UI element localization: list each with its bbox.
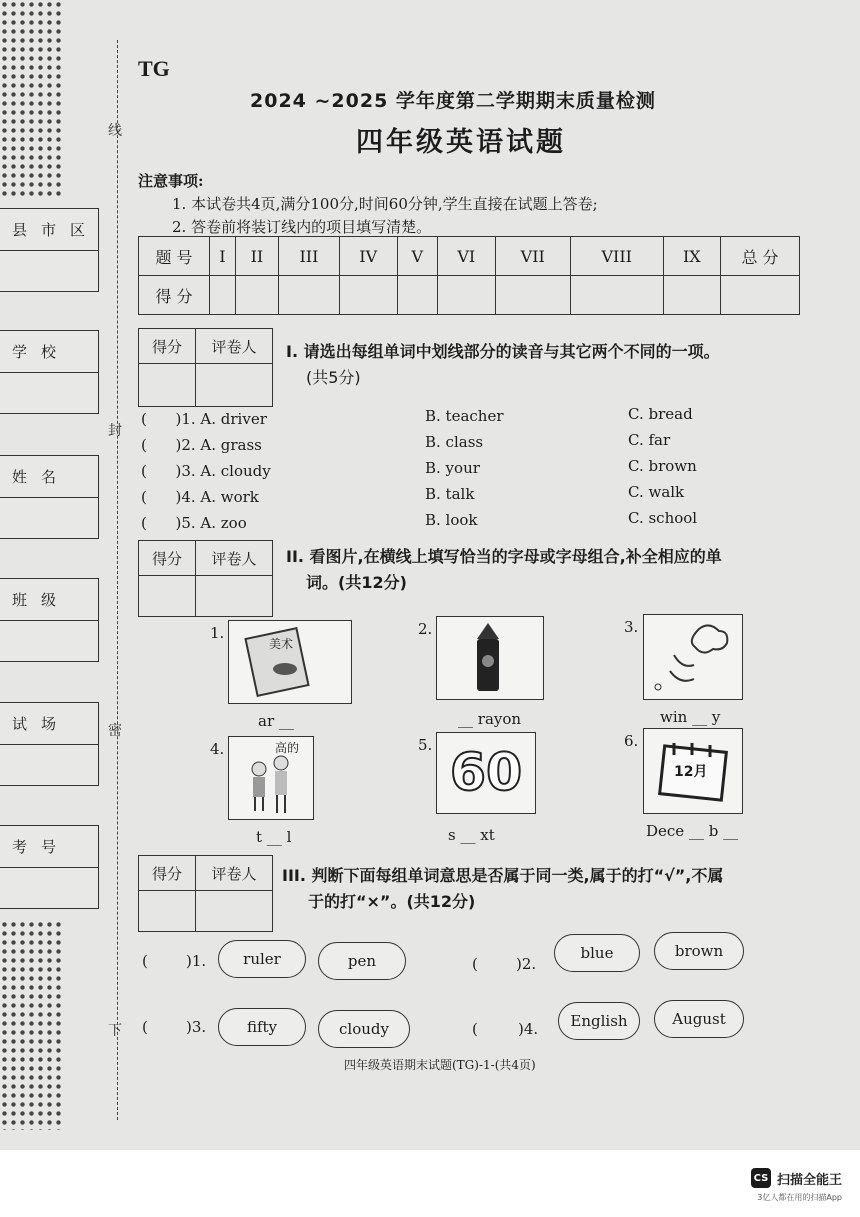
perforation-dots-bottom [0,920,62,1130]
score-col-4: IV [339,237,397,276]
grader-score-label: 得分 [139,541,196,576]
judge-blank[interactable]: ( [472,955,478,973]
question-option-a: )1. A. driver [175,410,267,428]
score-col-5: V [397,237,437,276]
side-field-exam-number: 考号 [0,825,99,909]
question-option-b: B. talk [425,485,475,503]
score-col-6: VI [437,237,495,276]
question-row [141,488,259,506]
picture-item-number: 1. [210,624,225,642]
question-option-b: B. teacher [425,407,504,425]
question-option-b: B. class [425,433,484,451]
question-option-c: C. far [628,431,671,449]
side-field-county: 县市区 [0,208,99,292]
score-cell[interactable] [721,276,800,315]
grader-score-cell[interactable] [139,364,196,407]
picture-item-number: 3. [624,618,639,636]
picture-item-word: __ rayon [458,710,522,728]
score-cell[interactable] [495,276,570,315]
section-2-title: II. 看图片,在横线上填写恰当的字母或字母组合,补全相应的单 [286,547,722,566]
score-cell[interactable] [210,276,236,315]
wind-cloud-icon [644,615,742,699]
picture-item-word: t __ l [256,828,292,846]
word-cloud: English [558,1002,640,1040]
grader-reviewer-cell[interactable] [196,364,273,407]
grader-score-label: 得分 [139,329,196,364]
answer-blank[interactable]: ( [141,488,176,506]
question-option-b: B. look [425,511,478,529]
section-3-title-cont: 于的打“×”。(共12分) [308,892,476,911]
question-option-c: C. bread [628,405,693,423]
camscanner-logo-icon: CS [751,1168,771,1188]
judge-number: )4. [518,1020,539,1038]
binding-line [117,40,118,1120]
side-field-class: 班级 [0,578,99,662]
notes-item-1: 1. 本试卷共4页,满分100分,时间60分钟,学生直接在试题上答卷; [172,195,598,213]
paper-code: TG [138,56,170,81]
word-cloud: blue [554,934,640,972]
question-option-a: )3. A. cloudy [175,462,271,480]
word-cloud: cloudy [318,1010,410,1048]
question-option-a: )2. A. grass [175,436,262,454]
grader-box-3 [138,855,273,932]
notes-item-2: 2. 答卷前将装订线内的项目填写清楚。 [172,218,432,236]
binding-char-xia: 下 [108,1023,122,1039]
score-col-8: VIII [570,237,663,276]
binding-char-feng: 封 [108,423,122,439]
score-col-3: III [279,237,340,276]
picture-item-number: 6. [624,732,639,750]
answer-blank[interactable]: ( [141,410,176,428]
grader-score-cell[interactable] [139,891,196,932]
picture-windy [643,614,743,700]
score-table-score-row [139,276,800,315]
section-2-title-cont: 词。(共12分) [306,573,407,592]
word-cloud: fifty [218,1008,306,1046]
question-option-a: )4. A. work [175,488,259,506]
picture-tall [228,736,314,820]
score-col-1: I [210,237,236,276]
picture-crayon [436,616,544,700]
picture-item-word: Dece __ b __ [646,822,739,840]
scanner-app-name: 扫描全能王 [776,1172,842,1188]
side-field-school: 学校 [0,330,99,414]
score-col-total: 总 分 [721,237,800,276]
score-table-row-label: 得 分 [139,276,210,315]
art-book-icon [229,621,351,703]
score-cell[interactable] [339,276,397,315]
question-option-c: C. school [628,509,698,527]
page-footer: 四年级英语期末试题(TG)-1-(共4页) [344,1058,536,1072]
score-cell[interactable] [437,276,495,315]
sixty-number: 60 [449,743,523,803]
picture-art-book [228,620,352,704]
question-option-a: )5. A. zoo [175,514,247,532]
word-cloud: August [654,1000,744,1038]
grader-reviewer-label: 评卷人 [196,329,273,364]
exam-title: 2024 ~2025 学年度第二学期期末质量检测 [250,90,656,112]
question-row [141,462,271,480]
word-cloud: brown [654,932,744,970]
picture-item-number: 5. [418,736,433,754]
judge-blank[interactable]: ( [472,1020,478,1038]
binding-char-mi: 密 [108,723,122,739]
question-option-b: B. your [425,459,480,477]
tall-children-icon [229,737,313,819]
answer-blank[interactable]: ( [141,436,176,454]
crayon-icon [437,617,543,699]
grader-score-cell[interactable] [139,576,196,617]
question-option-c: C. walk [628,483,685,501]
section-3-title: III. 判断下面每组单词意思是否属于同一类,属于的打“√”,不属 [282,866,724,885]
score-table [138,236,800,315]
scanner-footer [0,1150,860,1217]
section-1-title: I. 请选出每组单词中划线部分的读音与其它两个不同的一项。 [286,342,720,361]
grader-reviewer-cell[interactable] [196,891,273,932]
picture-item-number: 2. [418,620,433,638]
perforation-dots-top [0,0,62,200]
judge-blank[interactable]: ( [142,952,148,970]
side-field-room: 试场 [0,702,99,786]
side-field-name: 姓名 [0,455,99,539]
score-cell[interactable] [235,276,278,315]
section-1-points: (共5分) [306,368,361,387]
grader-reviewer-label: 评卷人 [196,541,273,576]
art-book-label: 美术 [269,637,294,651]
judge-number: )1. [186,952,207,970]
score-col-2: II [235,237,278,276]
judge-number: )3. [186,1018,207,1036]
answer-blank[interactable]: ( [141,514,176,532]
picture-item-number: 4. [210,740,225,758]
answer-blank[interactable]: ( [141,462,176,480]
score-cell[interactable] [570,276,663,315]
question-row [141,514,247,532]
tall-label: 高的 [275,741,300,755]
grader-reviewer-cell[interactable] [196,576,273,617]
question-row [141,410,267,428]
question-row [141,436,262,454]
grader-box-1 [138,328,273,407]
picture-calendar [643,728,743,814]
grader-box-2 [138,540,273,617]
judge-number: )2. [516,955,537,973]
score-table-row-label: 题 号 [139,237,210,276]
picture-item-word: win __ y [660,708,721,726]
score-table-header-row [139,237,800,276]
exam-subject-title: 四年级英语试题 [356,127,566,158]
picture-item-word: s __ xt [448,826,495,844]
score-col-7: VII [495,237,570,276]
score-cell[interactable] [397,276,437,315]
notes-heading: 注意事项: [138,172,204,190]
grader-reviewer-label: 评卷人 [196,856,273,891]
picture-sixty [436,732,536,814]
calendar-label: 12月 [674,764,708,780]
grader-score-label: 得分 [139,856,196,891]
score-cell[interactable] [663,276,720,315]
score-cell[interactable] [279,276,340,315]
scanner-brand [751,1168,842,1188]
word-cloud: pen [318,942,406,980]
scanner-tagline: 3亿人都在用的扫描App [757,1193,842,1202]
word-cloud: ruler [218,940,306,978]
binding-char-xian: 线 [108,123,122,139]
judge-blank[interactable]: ( [142,1018,148,1036]
question-option-c: C. brown [628,457,697,475]
score-col-9: IX [663,237,720,276]
picture-item-word: ar __ [258,712,294,730]
